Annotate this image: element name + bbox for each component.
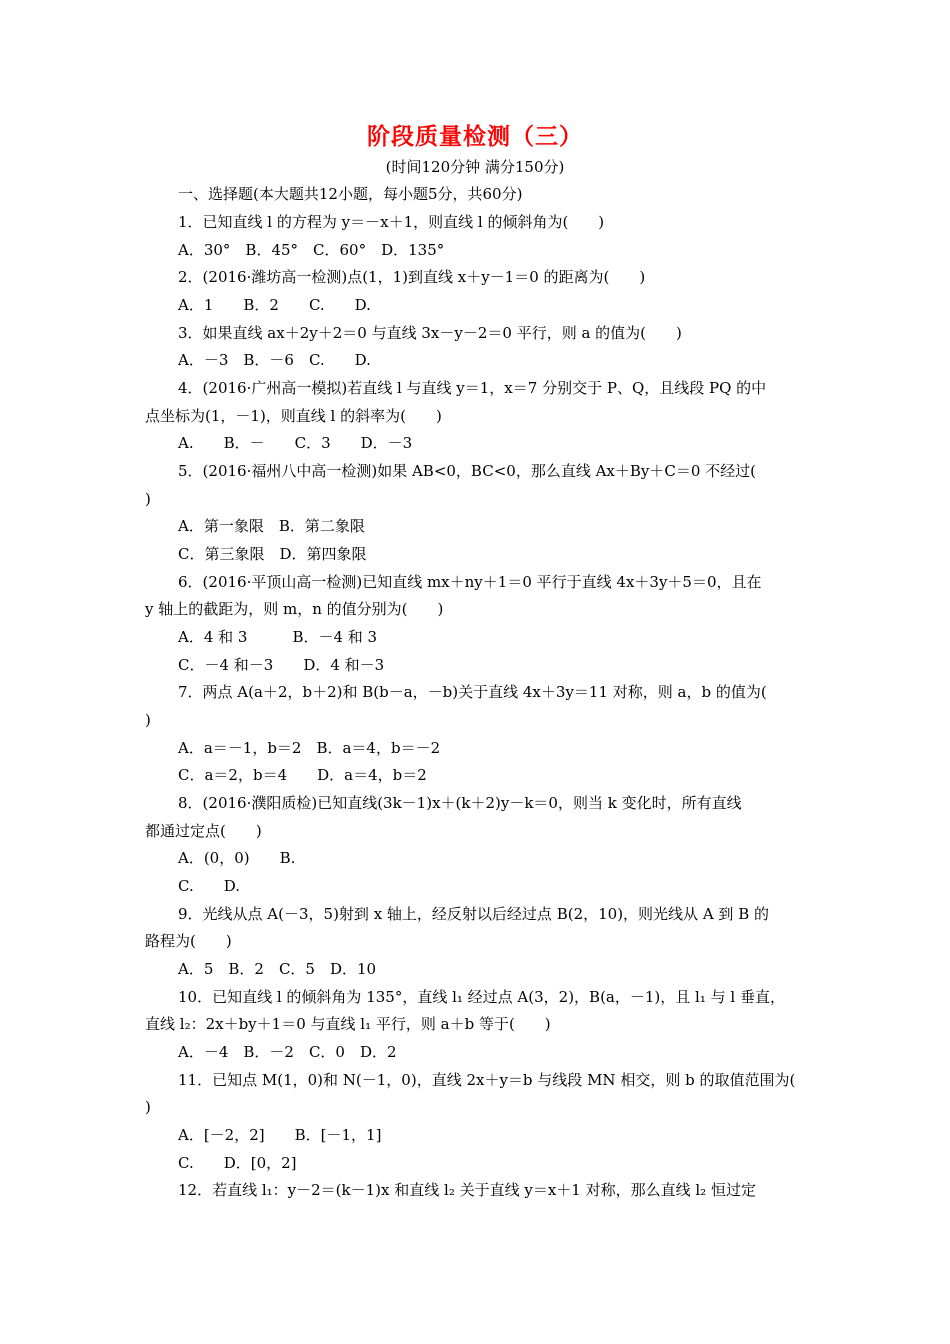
question-7-stem: 7．两点 A(a＋2，b＋2)和 B(b－a，－b)关于直线 4x＋3y＝11 对称，则 a，b 的值为( <box>178 683 767 701</box>
question-6-stem-cont: y 轴上的截距为，则 m，n 的值分别为( ) <box>145 600 444 618</box>
question-7-options-1: A．a＝－1，b＝2 B．a＝4，b＝－2 <box>178 739 441 757</box>
question-12-stem: 12．若直线 l₁：y－2＝(k－1)x 和直线 l₂ 关于直线 y＝x＋1 对称，那么直线 l₂ 恒过定 <box>178 1181 756 1199</box>
question-1-options: A．30° B．45° C．60° D．135° <box>178 241 445 259</box>
question-9-stem: 9．光线从点 A(－3，5)射到 x 轴上，经反射以后经过点 B(2，10)，则光线从 A 到 B 的 <box>178 905 769 923</box>
question-7-options-2: C．a＝2，b＝4 D．a＝4，b＝2 <box>178 766 427 784</box>
question-8-stem: 8．(2016·濮阳质检)已知直线(3k－1)x＋(k＋2)y－k＝0，则当 k 变化时，所有直线 <box>178 794 742 812</box>
question-5-options-2: C．第三象限 D．第四象限 <box>178 545 367 563</box>
time-score-note: (时间120分钟 满分150分) <box>385 158 565 176</box>
question-6-stem: 6．(2016·平顶山高一检测)已知直线 mx＋ny＋1＝0 平行于直线 4x＋3y＋5＝0，且在 <box>178 573 762 591</box>
question-1-stem: 1．已知直线 l 的方程为 y＝－x＋1，则直线 l 的倾斜角为( ) <box>178 213 605 231</box>
question-9-options: A．5 B．2 C．5 D．10 <box>178 960 377 978</box>
question-3-stem: 3．如果直线 ax＋2y＋2＝0 与直线 3x－y－2＝0 平行，则 a 的值为( ) <box>178 324 682 342</box>
question-4-options: A. B．－ C．3 D．－3 <box>178 434 413 452</box>
question-7-stem-cont: ) <box>145 711 151 729</box>
question-10-stem-cont: 直线 l₂：2x＋by＋1＝0 与直线 l₁ 平行，则 a＋b 等于( ) <box>145 1015 551 1033</box>
question-11-stem-cont: ) <box>145 1098 151 1116</box>
question-5-options-1: A．第一象限 B．第二象限 <box>178 517 365 535</box>
question-8-stem-cont: 都通过定点( ) <box>145 822 262 840</box>
question-11-options-2: C. D．[0，2] <box>178 1154 297 1172</box>
section-heading: 一、选择题(本大题共12小题，每小题5分，共60分) <box>178 185 523 203</box>
question-5-stem: 5．(2016·福州八中高一检测)如果 AB<0，BC<0，那么直线 Ax＋By＋C＝0 不经过( <box>178 462 757 480</box>
question-9-stem-cont: 路程为( ) <box>145 932 232 950</box>
question-3-options: A．－3 B．－6 C. D. <box>178 351 371 369</box>
question-8-options-2: C. D. <box>178 877 240 895</box>
page-title: 阶段质量检测（三） <box>367 124 583 150</box>
question-11-stem: 11．已知点 M(1，0)和 N(－1，0)，直线 2x＋y＝b 与线段 MN 相交，则 b 的取值范围为( <box>178 1071 796 1089</box>
question-8-options-1: A．(0，0) B. <box>178 849 296 867</box>
question-11-options-1: A．[－2，2] B．[－1，1] <box>178 1126 382 1144</box>
question-10-options: A．－4 B．－2 C．0 D．2 <box>178 1043 397 1061</box>
question-6-options-1: A．4 和 3 B．－4 和 3 <box>178 628 378 646</box>
question-2-stem: 2．(2016·潍坊高一检测)点(1，1)到直线 x＋y－1＝0 的距离为( ) <box>178 268 646 286</box>
question-6-options-2: C．－4 和－3 D．4 和－3 <box>178 656 385 674</box>
question-5-stem-cont: ) <box>145 490 151 508</box>
question-10-stem: 10．已知直线 l 的倾斜角为 135°，直线 l₁ 经过点 A(3，2)，B(a，－1)，且 l₁ 与 l 垂直， <box>178 988 785 1006</box>
question-4-stem: 4．(2016·广州高一模拟)若直线 l 与直线 y＝1，x＝7 分别交于 P、Q，且线段 PQ 的中 <box>178 379 767 397</box>
question-4-stem-cont: 点坐标为(1，－1)，则直线 l 的斜率为( ) <box>145 407 442 425</box>
question-2-options: A．1 B．2 C. D. <box>178 296 371 314</box>
